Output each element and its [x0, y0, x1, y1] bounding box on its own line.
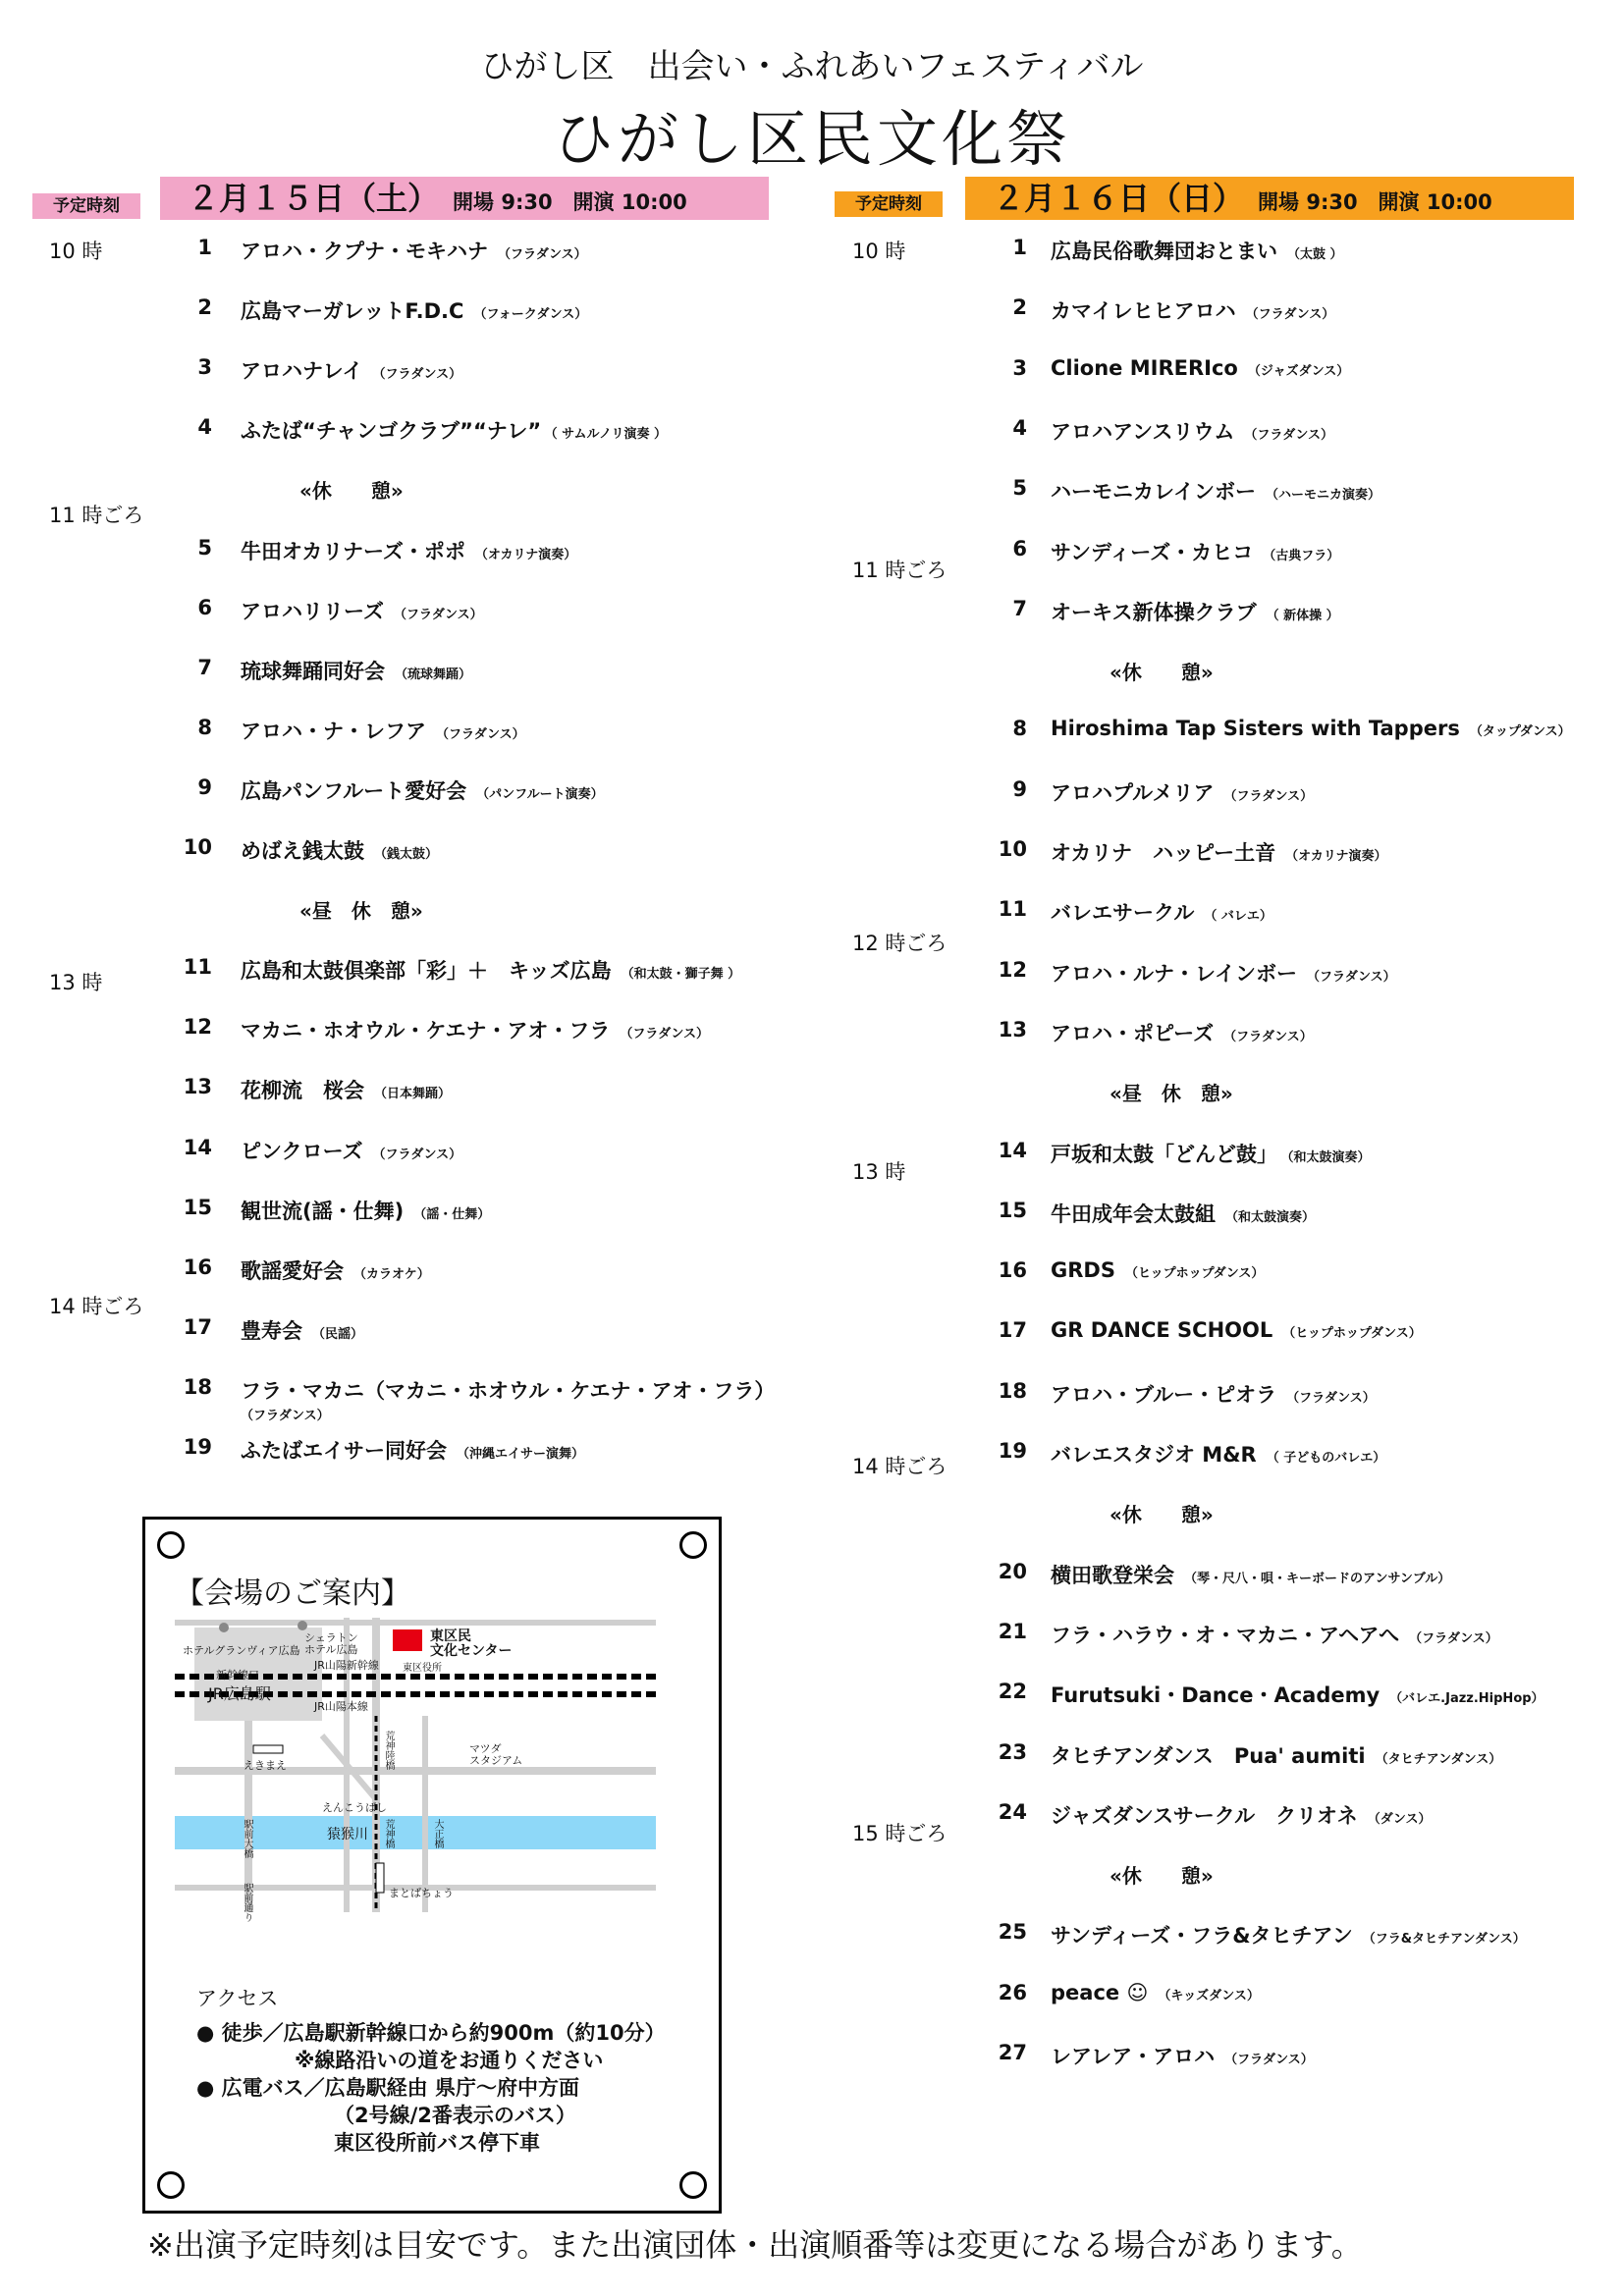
day1-header [160, 177, 769, 220]
performer-name: マカニ・ホオウル・ケエナ・アオ・フラ [241, 1019, 611, 1043]
program-number: 12 [183, 1015, 212, 1040]
performer-name: アロハ・ブルー・ピオラ [1051, 1382, 1277, 1407]
program-item [241, 415, 667, 445]
performance-genre: （フラダンス） [241, 1408, 330, 1423]
performer-name: めばえ銭太鼓 [241, 839, 364, 863]
performance-genre: （フラダンス） [372, 1147, 462, 1162]
program-item [241, 955, 740, 985]
corner-circle-icon [157, 2171, 185, 2199]
performer-name: 牛田成年会太鼓組 [1051, 1201, 1216, 1226]
performance-genre: （ 子どものバレエ） [1266, 1451, 1386, 1466]
break-label: «昼 休 憩» [299, 899, 423, 924]
program-item [241, 1375, 775, 1423]
program-item [1051, 1800, 1431, 1830]
performance-genre: （フラダンス） [436, 726, 525, 742]
map-label-hotel1: ホテルグランヴィア広島 [183, 1644, 300, 1657]
day2-open-time: 開場 9:30 開演 10:00 [1258, 190, 1492, 214]
access-line-2: ※線路沿いの道をお通りください [295, 2049, 604, 2072]
program-number: 11 [998, 897, 1027, 922]
program-item [241, 1015, 709, 1044]
performer-name: GR DANCE SCHOOL [1051, 1318, 1273, 1343]
performer-name: アロハ・ナ・レフア [241, 719, 426, 743]
program-item [1051, 1139, 1371, 1168]
program-item [241, 1196, 490, 1225]
program-number: 1 [1012, 236, 1027, 259]
program-number: 15 [998, 1198, 1027, 1222]
time-marker: 11 時ごろ [49, 503, 144, 527]
program-item [1051, 295, 1334, 325]
map-label-river: 猿猴川 [327, 1827, 368, 1842]
program-item [1051, 1981, 1260, 2004]
program-number: 14 [998, 1138, 1027, 1162]
performance-genre: （ダンス） [1367, 1811, 1432, 1827]
program-item [1051, 416, 1333, 446]
program-number: 25 [998, 1920, 1027, 1945]
break-label: «昼 休 憩» [1110, 1082, 1233, 1106]
program-number: 16 [183, 1255, 212, 1279]
map-label-hotel2: シェラトン ホテル広島 [304, 1631, 358, 1656]
break-label: «休 憩» [1110, 1864, 1214, 1889]
program-item [241, 596, 483, 625]
program-number: 12 [998, 957, 1027, 982]
time-marker: 11 時ごろ [852, 558, 947, 582]
program-item [241, 1075, 451, 1104]
page-subtitle: ひがし区 出会い・ふれあいフェスティバル [480, 47, 1144, 86]
performer-name: 琉球舞踊同好会 [241, 659, 385, 683]
time-marker: 10 時 [49, 240, 103, 263]
map-label-ekimae: えきまえ [244, 1759, 287, 1772]
map-label-sanyo-line: JR山陽本線 [314, 1700, 368, 1713]
program-number: 23 [998, 1739, 1027, 1764]
program-item [1051, 897, 1272, 927]
program-item [1051, 1199, 1315, 1228]
performer-name: フラ・ハラウ・オ・マカニ・アヘアへ [1051, 1623, 1400, 1647]
program-item [241, 656, 471, 685]
access-line-1: ● 徒歩／広島駅新幹線口から約900m（約10分） [196, 2021, 666, 2045]
break-label: «休 憩» [1110, 661, 1214, 685]
performance-genre: （フラダンス） [1286, 1390, 1376, 1406]
performer-name: アロハ・ルナ・レインボー [1051, 961, 1297, 986]
map-label-ward-office: 東区役所 [403, 1663, 442, 1674]
program-item [1051, 958, 1396, 988]
tram-stop-marker [376, 1863, 384, 1893]
performer-name: ジャズダンスサークル クリオネ [1051, 1803, 1358, 1828]
performer-name: アロハアンスリウム [1051, 419, 1235, 444]
performer-name: オカリナ ハッピー土音 [1051, 841, 1276, 865]
performer-name: 観世流(謡・仕舞) [241, 1199, 405, 1223]
program-number: 17 [998, 1318, 1027, 1343]
map-label-sanyo-shinkansen: JR山陽新幹線 [314, 1659, 379, 1672]
performance-genre: （民謡） [312, 1326, 364, 1342]
program-item [1051, 236, 1343, 265]
program-number: 5 [1012, 476, 1027, 501]
performance-genre: （フラダンス） [1223, 788, 1314, 804]
performer-name: 牛田オカリナーズ・ポポ [241, 539, 465, 563]
map-label-matobacho: まとばちょう [389, 1887, 454, 1899]
program-number: 24 [998, 1799, 1027, 1824]
program-number: 7 [1012, 596, 1027, 620]
performance-genre: （日本舞踊） [374, 1087, 452, 1102]
day1-date: ２月１５日（土） [188, 180, 440, 217]
program-item [1051, 1379, 1376, 1409]
program-item [1051, 476, 1380, 506]
performance-genre: （謡・仕舞） [413, 1206, 491, 1222]
time-marker: 12 時ごろ [852, 931, 947, 955]
performance-genre: （ハーモニカ演奏） [1265, 488, 1380, 504]
performance-genre: （フラダンス） [620, 1027, 709, 1042]
program-item [1051, 1018, 1313, 1047]
performance-genre: （ヒップホップダンス） [1124, 1266, 1265, 1282]
program-number: 19 [183, 1435, 212, 1459]
corner-circle-icon [679, 1531, 707, 1559]
map-label-ekimae-dori: 駅前通り [242, 1883, 252, 1922]
program-item [1051, 1620, 1498, 1649]
performer-name: 広島マーガレットF.D.C [241, 299, 464, 324]
day1-open-time: 開場 9:30 開演 10:00 [453, 190, 687, 214]
map-label-ekimae-ohashi: 駅前大橋 [242, 1819, 252, 1858]
performance-genre: （キッズダンス） [1158, 1988, 1260, 2003]
program-number: 26 [998, 1980, 1027, 2004]
performer-name: ピンクローズ [241, 1139, 363, 1163]
program-item [241, 835, 438, 865]
program-number: 9 [197, 774, 212, 799]
break-label: «休 憩» [1110, 1503, 1214, 1527]
program-number: 3 [1012, 355, 1027, 380]
program-number: 4 [197, 415, 212, 440]
corner-circle-icon [679, 2171, 707, 2199]
performance-genre: （パンフルート演奏） [476, 786, 604, 802]
program-number: 10 [183, 835, 212, 859]
time-marker: 14 時ごろ [852, 1455, 947, 1479]
performance-genre: （フラ&タヒチアンダンス） [1362, 1932, 1526, 1948]
tram-stop-marker [253, 1745, 283, 1753]
performance-genre: （カラオケ） [353, 1266, 430, 1282]
program-number: 3 [197, 355, 212, 380]
program-item [241, 1136, 461, 1165]
day2-yotei-label: 予定時刻 [835, 191, 943, 217]
map-label-kojin: 荒神陸橋 [383, 1731, 394, 1770]
performer-name: ハーモニカレインボー [1051, 480, 1256, 505]
map-title: 【会場のご案内】 [175, 1576, 410, 1611]
performer-name: 広島民俗歌舞団おとまい [1051, 240, 1277, 263]
performance-genre: （フラダンス） [1306, 969, 1396, 985]
program-item [1051, 1560, 1450, 1589]
program-number: 6 [1012, 536, 1027, 561]
performance-genre: （沖縄エイサー演舞） [457, 1447, 585, 1462]
program-number: 14 [183, 1135, 212, 1159]
program-item [1051, 2041, 1314, 2070]
performer-name: 豊寿会 [241, 1318, 302, 1343]
performer-name: レアレア・アロハ [1051, 2045, 1216, 2068]
program-item [1051, 1439, 1385, 1468]
time-marker: 13 時 [852, 1159, 906, 1184]
performer-name: アロハプルメリア [1051, 780, 1215, 805]
performance-genre: （和太鼓・獅子舞 ） [621, 967, 741, 983]
program-item [1051, 537, 1339, 566]
performer-name: アロハ・ポピーズ [1051, 1021, 1215, 1045]
map-label-arakami: 荒神橋 [383, 1819, 394, 1848]
performer-name: Furutsuki・Dance・Academy [1051, 1683, 1380, 1708]
program-number: 19 [998, 1439, 1027, 1463]
program-item [1051, 1680, 1544, 1709]
program-item [1051, 1740, 1501, 1770]
program-number: 21 [998, 1619, 1027, 1643]
performer-name: 花柳流 桜会 [241, 1079, 364, 1103]
performer-name: フラ・マカニ（マカニ・ホオウル・ケエナ・アオ・フラ） [241, 1378, 776, 1403]
performer-name: アロハ・クプナ・モキハナ [241, 240, 488, 263]
venue-marker [393, 1629, 422, 1651]
performance-genre: （フラダンス） [1244, 427, 1333, 443]
program-number: 8 [197, 715, 212, 739]
performance-genre: （和太鼓演奏） [1287, 1149, 1371, 1165]
venue-map-box [142, 1517, 722, 2214]
performer-name: Hiroshima Tap Sisters with Tappers [1051, 717, 1460, 741]
program-item [1051, 1920, 1526, 1949]
program-number: 11 [183, 955, 212, 980]
performance-genre: （フラダンス） [1409, 1630, 1498, 1646]
performance-genre: （フォークダンス） [473, 307, 588, 323]
program-item [1051, 777, 1313, 807]
performer-name: アロハリリーズ [241, 599, 384, 623]
performance-genre: （古典フラ） [1263, 548, 1340, 563]
performance-genre: （ジャズダンス） [1247, 363, 1350, 379]
program-number: 4 [1012, 415, 1027, 440]
map-label-shinkansen-exit: 新幹線口 [216, 1669, 259, 1682]
performer-name: 広島パンフルート愛好会 [241, 778, 467, 803]
access-line-5: 東区役所前バス停下車 [334, 2131, 540, 2155]
performer-name: GRDS [1051, 1258, 1115, 1283]
program-item [241, 775, 604, 805]
program-item [241, 1255, 430, 1285]
program-number: 7 [197, 655, 212, 679]
performer-name: アロハナレイ [241, 359, 363, 384]
access-line-3: ● 広電バス／広島駅経由 県庁～府中方面 [196, 2076, 579, 2100]
map-label-enkobashi: えんこうばし [322, 1801, 387, 1814]
performance-genre: （ 新体操 ） [1266, 608, 1339, 623]
performer-name: バレエサークル [1051, 901, 1195, 926]
performer-name: 戸坂和太鼓「どんど鼓」 [1051, 1142, 1277, 1166]
program-number: 5 [197, 535, 212, 560]
footer-note: ※出演予定時刻は目安です。また出演団体・出演順番等は変更になる場合があります。 [147, 2226, 1363, 2264]
time-marker: 14 時ごろ [49, 1295, 144, 1319]
performance-genre: （フラダンス） [372, 367, 462, 383]
program-item [241, 536, 576, 565]
map-label-venue: 東区民 文化センター [430, 1629, 513, 1659]
performer-name: 広島和太鼓倶楽部「彩」＋ キッズ広島 [241, 959, 612, 984]
program-item [1051, 1258, 1264, 1282]
program-item [1051, 717, 1571, 740]
performance-genre: （ バレエ） [1204, 909, 1272, 925]
program-item [1051, 1318, 1422, 1342]
performance-genre: （ヒップホップダンス） [1282, 1326, 1422, 1342]
corner-circle-icon [157, 1531, 185, 1559]
performance-genre: （琴・尺八・唄・キーボードのアンサンブル） [1184, 1571, 1451, 1586]
program-number: 6 [197, 595, 212, 619]
performance-genre: （タヒチアンダンス） [1375, 1751, 1502, 1767]
performance-genre: （フラダンス） [393, 607, 483, 622]
day2-header [965, 177, 1574, 220]
performer-name: タヒチアンダンス Pua' aumiti [1051, 1743, 1366, 1768]
program-number: 9 [1012, 776, 1027, 801]
performance-genre: （オカリナ演奏） [1285, 849, 1387, 864]
program-item [1051, 837, 1386, 867]
performer-name: 歌謡愛好会 [241, 1258, 344, 1283]
performance-genre: （フラダンス） [498, 247, 587, 262]
map-label-mazda: マツダ スタジアム [469, 1742, 523, 1767]
program-item [241, 1315, 363, 1345]
program-number: 27 [998, 2041, 1027, 2064]
program-item [1051, 597, 1339, 626]
performance-genre: （フラダンス） [1245, 307, 1335, 323]
performer-name: Clione MIRERIco [1051, 355, 1238, 380]
time-marker: 15 時ごろ [852, 1822, 947, 1846]
program-number: 18 [998, 1378, 1027, 1403]
program-number: 2 [197, 295, 212, 320]
time-marker: 13 時 [49, 971, 103, 995]
page-title: ひがし区民文化祭 [552, 103, 1071, 175]
performance-genre: （タップダンス） [1469, 724, 1571, 740]
program-number: 13 [998, 1017, 1027, 1041]
program-number: 20 [998, 1559, 1027, 1583]
performance-genre: （フラダンス） [1223, 1029, 1313, 1044]
program-number: 8 [1012, 717, 1027, 741]
performer-name: カマイレヒヒアロハ [1051, 299, 1236, 324]
performance-genre: （オカリナ演奏） [474, 547, 577, 562]
performance-genre: （銭太鼓） [374, 847, 439, 862]
performance-genre: （バレエ.Jazz.HipHop） [1389, 1691, 1544, 1707]
program-item [241, 1435, 584, 1465]
program-number: 22 [998, 1680, 1027, 1704]
performer-name: peace ☺ [1051, 1980, 1149, 2004]
performance-genre: （ サムルノリ演奏 ） [551, 427, 668, 443]
program-number: 13 [183, 1075, 212, 1099]
program-number: 15 [183, 1195, 212, 1219]
program-number: 17 [183, 1314, 212, 1339]
performance-genre: （和太鼓演奏） [1225, 1209, 1316, 1225]
program-number: 2 [1012, 295, 1027, 320]
program-item [241, 236, 587, 265]
map-label-ohashi: 大正橋 [432, 1819, 443, 1848]
performer-name: サンディーズ・フラ&タヒチアン [1051, 1924, 1353, 1949]
performance-genre: （琉球舞踊） [395, 667, 472, 682]
hotel-marker [219, 1623, 229, 1632]
performance-genre: （フラダンス） [1224, 2053, 1314, 2067]
time-marker: 10 時 [852, 240, 906, 263]
map-label-station: JR広島駅 [208, 1684, 271, 1703]
access-line-4: （2号線/2番表示のバス） [334, 2104, 576, 2127]
program-number: 10 [998, 837, 1027, 861]
performer-name: ふたば“チャンゴクラブ”“ナレ” [241, 419, 542, 444]
performance-genre: （太鼓 ） [1287, 247, 1343, 262]
program-item [241, 716, 525, 745]
performer-name: サンディーズ・カヒコ [1051, 540, 1254, 564]
performer-name: 横田歌登栄会 [1051, 1563, 1174, 1587]
program-number: 16 [998, 1258, 1027, 1283]
day1-yotei-label: 予定時刻 [32, 193, 140, 219]
break-label: «休 憩» [299, 479, 404, 504]
access-title: アクセス [196, 1987, 279, 2010]
program-item [241, 295, 587, 325]
program-number: 18 [183, 1374, 212, 1399]
performer-name: ふたばエイサー同好会 [241, 1439, 447, 1463]
program-item [241, 355, 461, 385]
program-number: 1 [197, 236, 212, 259]
hotel-marker [298, 1621, 307, 1630]
performer-name: オーキス新体操クラブ [1051, 600, 1257, 624]
program-item [1051, 356, 1349, 380]
performer-name: バレエスタジオ M&R [1051, 1443, 1257, 1467]
day2-date: ２月１６日（日） [993, 180, 1245, 217]
